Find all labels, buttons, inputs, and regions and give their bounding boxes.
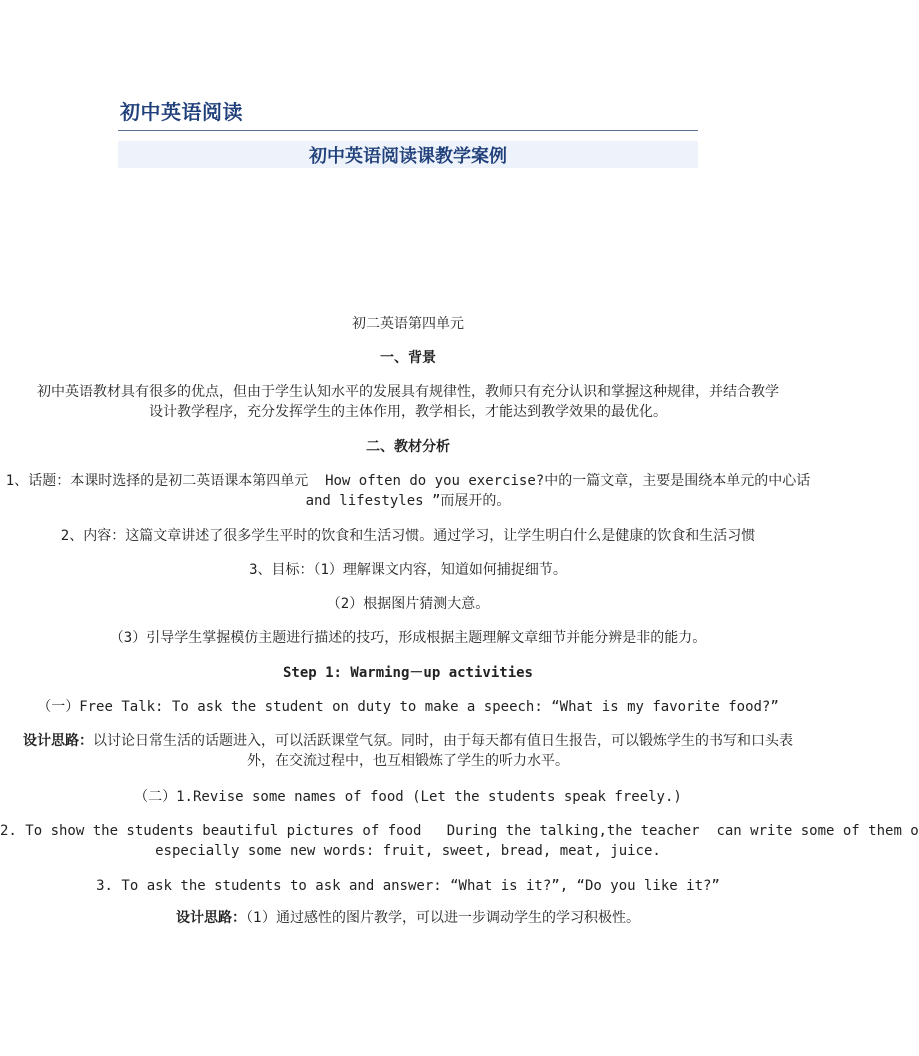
design-rationale-1-line-1 [0,731,816,751]
topic-line-2: and lifestyles ”而展开的。 [305,493,511,509]
header-divider [118,130,698,131]
goal-line-2: （2）根据图片猜测大意。 [326,596,490,612]
doc-title-bar [118,141,698,168]
design-label: 设计思路： [23,733,93,749]
content-line: 2、内容：这篇文章讲述了很多学生平时的饮食和生活习惯。通过学习，让学生明白什么是健康的饮食和生活习惯 [60,528,756,544]
section-heading-background: 一、背景 [380,350,436,366]
design-text: （1）通过感性的图片教学，可以进一步调动学生的学习积极性。 [246,910,640,926]
topic-line-1: 1、话题：本课时选择的是初二英语课本第四单元 How often do you exercise?中的一篇文章，主要是围绕本单元的中心话 [5,473,811,489]
show-pictures-line-2: especially some new words: fruit, sweet, bread, meat, juice. [155,843,661,859]
goal-line-3: （3）引导学生掌握模仿主题进行描述的技巧，形成根据主题理解文章细节并能分辨是非的能力。 [109,630,707,646]
ask-answer-line: 3. To ask the students to ask and answer: “What is it?”, “Do you like it?” [96,878,720,894]
revise-line: （二）1.Revise some names of food (Let the students speak freely.) [134,789,682,805]
show-pictures-line-1: 2. To show the students beautiful pictures of food During the talking,the teacher can write some of them o [0,823,919,839]
design-text: 以讨论日常生活的话题进入，可以活跃课堂气氛。同时，由于每天都有值日生报告，可以锻炼学生的书写和口头表 [93,733,793,749]
step-1-heading: Step 1: Warming－up activities [282,665,533,681]
unit-line: 初二英语第四单元 [352,316,464,332]
design-rationale-2 [0,908,816,928]
doc-title: 初中英语阅读课教学案例 [309,145,507,167]
design-rationale-1-line-2: 外，在交流过程中，也互相锻炼了学生的听力水平。 [247,753,569,769]
free-talk-line: （一）Free Talk: To ask the student on duty to make a speech: “What is my favorite food?” [37,699,779,715]
site-title: 初中英语阅读 [120,100,243,124]
goal-line-1: 3、目标：（1）理解课文内容，知道如何捕捉细节。 [249,562,567,578]
section-heading-material-analysis: 二、教材分析 [366,439,450,455]
background-paragraph-line-2: 设计教学程序，充分发挥学生的主体作用，教学相长，才能达到教学效果的最优化。 [149,404,667,420]
design-label: 设计思路： [176,910,247,926]
background-paragraph-line-1: 初中英语教材具有很多的优点，但由于学生认知水平的发展具有规律性，教师只有充分认识和掌握这种规律，并结合教学 [37,384,779,400]
